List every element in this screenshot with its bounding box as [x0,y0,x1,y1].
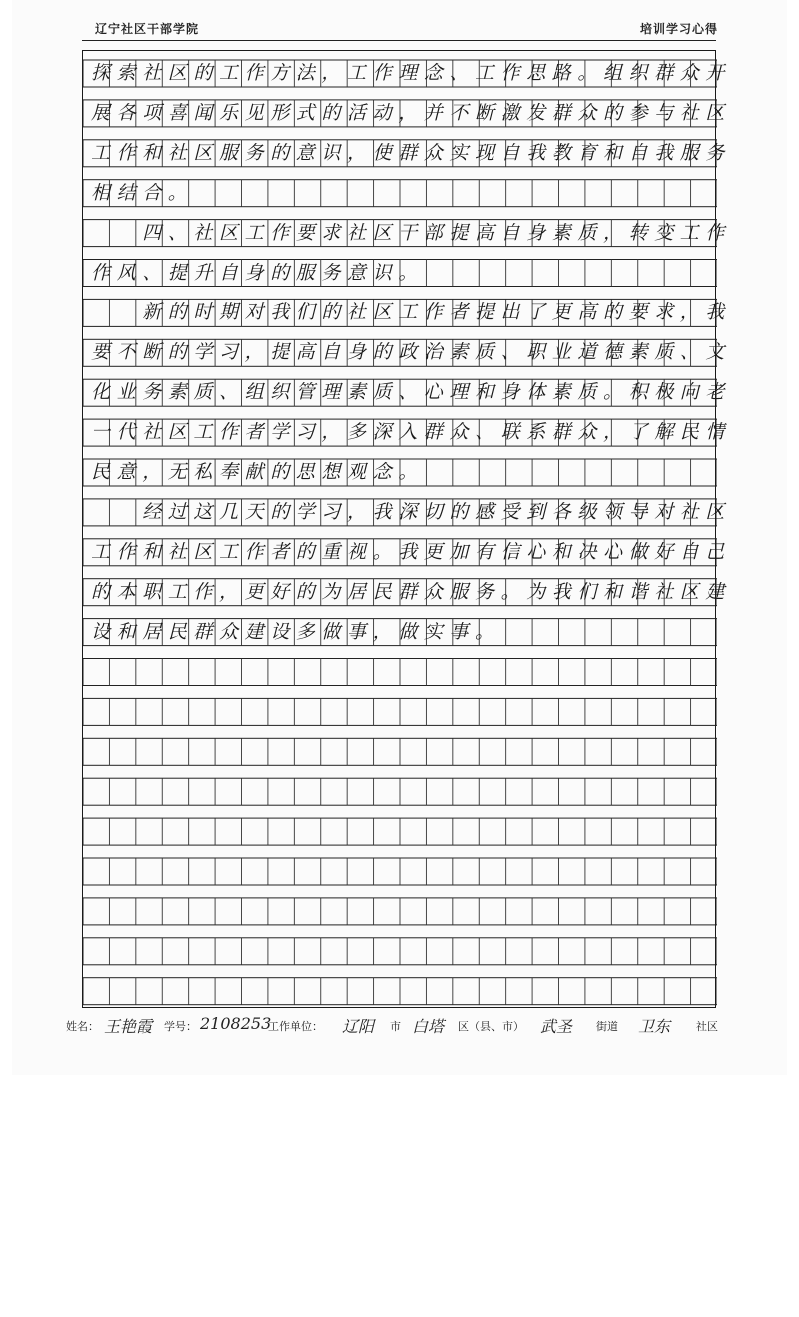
city-value: 辽阳 [342,1017,375,1036]
work-unit-label: 工作单位： [268,1020,323,1033]
community-suffix: 社区 [696,1020,718,1033]
grid-paper [82,50,732,1008]
community-value: 卫东 [638,1017,671,1036]
handwritten-line: 一代社区工作者学习，多深入群众、联系群众，了解民情 [91,421,732,444]
handwritten-line: 工作和社区服务的意识，使群众实现自我教育和自我服务 [91,141,732,164]
handwritten-line: 的本职工作，更好的为居民群众服务。为我们和谐社区建 [91,580,732,603]
street-value: 武圣 [540,1017,573,1036]
grid-row [83,738,717,765]
header-rule [82,40,716,41]
handwritten-line: 相结合。 [91,181,194,204]
street-suffix: 街道 [596,1020,618,1033]
grid-row [83,659,717,686]
grid-row [83,698,717,725]
grid-row [83,818,717,845]
district-suffix: 区（县、市） [458,1020,524,1033]
city-suffix: 市 [390,1020,401,1033]
institution-header: 辽宁社区干部学院 [95,22,200,36]
student-id-value: 2108253 [200,1014,272,1033]
handwritten-line: 工作和社区工作者的重视。我更加有信心和决心做好自己 [91,540,732,563]
grid-row [83,938,717,965]
handwritten-line: 化业务素质、组织管理素质、心理和身体素质。积极向老 [91,381,732,404]
handwritten-line: 展各项喜闻乐见形式的活动，并不断激发群众的参与社区 [91,101,732,124]
name-label: 姓名： [66,1020,99,1033]
student-id-label: 学号： [164,1020,197,1033]
grid-row [83,778,717,805]
grid-row [83,978,717,1005]
document-type-header: 培训学习心得 [640,22,719,36]
handwritten-line: 民意，无私奉献的思想观念。 [91,461,424,483]
signature-footer [60,1016,760,1038]
handwritten-line: 经过这几天的学习，我深切的感受到各级领导对社区 [91,500,732,523]
handwritten-line: 作风、提升自身的服务意识。 [91,261,424,284]
handwritten-line: 新的时期对我们的社区工作者提出了更高的要求，我 [91,301,732,324]
grid-row [83,858,717,885]
handwritten-line: 四、社区工作要求社区干部提高自身素质，转变工作 [91,221,732,244]
handwritten-line: 探索社区的工作方法，工作理念、工作思路。组织群众开 [91,62,732,84]
grid-row [83,898,717,925]
handwritten-line: 要不断的学习，提高自身的政治素质、职业道德素质、文 [91,341,732,364]
district-value: 白塔 [412,1017,445,1036]
handwritten-line: 设和居民群众建设多做事，做实事。 [91,620,501,643]
name-value: 王艳霞 [104,1017,153,1036]
